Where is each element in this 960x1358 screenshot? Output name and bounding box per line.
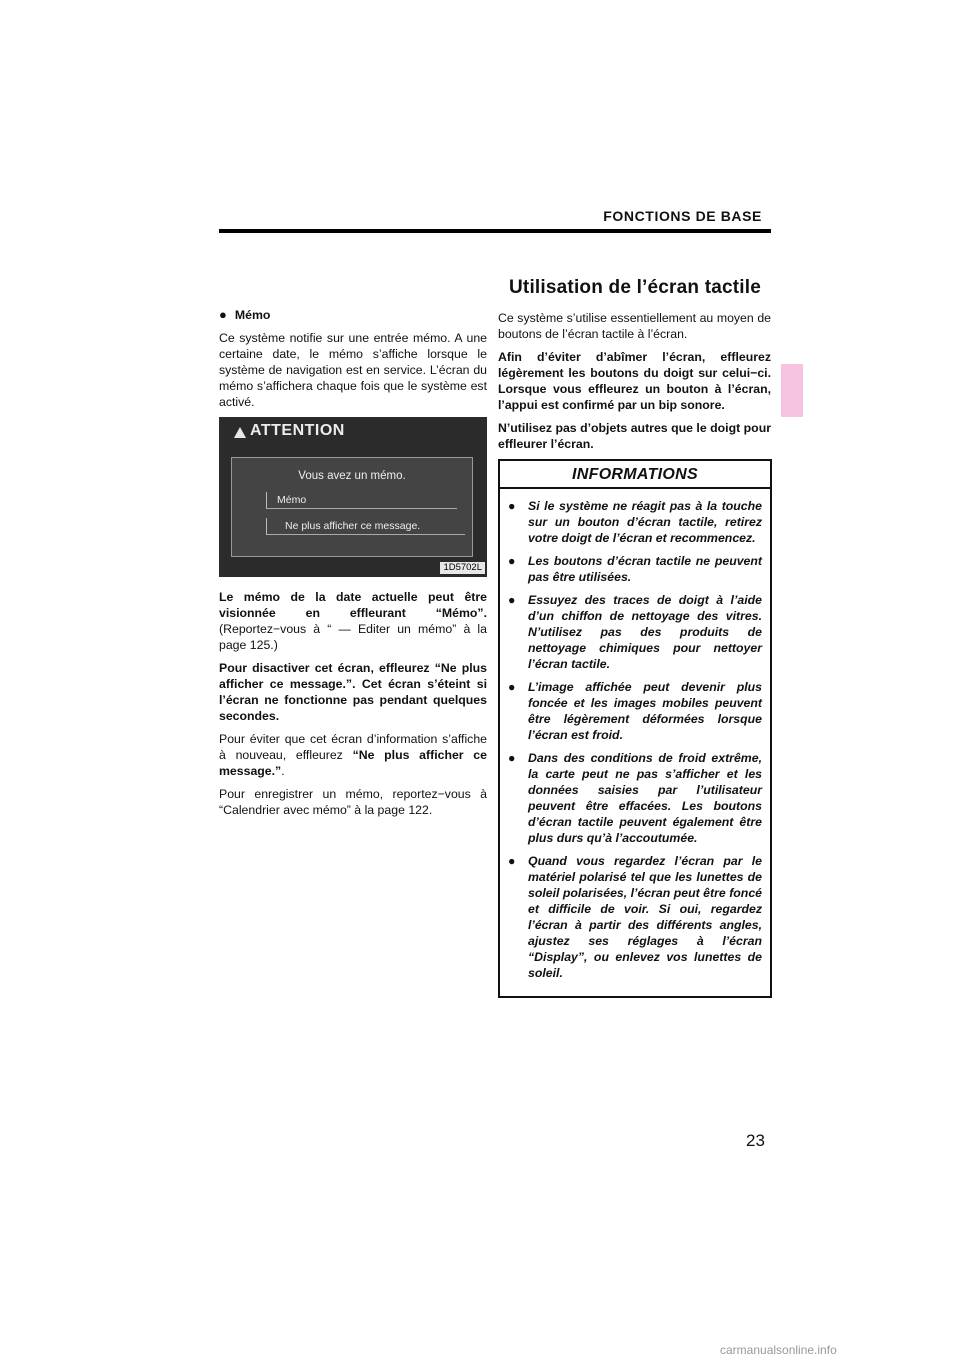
memo-view-bold: Le mémo de la date actuelle peut être visionnée en effleurant “Mémo”. [219, 590, 487, 620]
left-column [219, 307, 487, 825]
avoid-c: . [281, 764, 285, 778]
info-title: INFORMATIONS [500, 461, 770, 489]
bullet-icon: ● [508, 593, 516, 607]
memo-option-button[interactable]: Mémo [266, 492, 457, 509]
running-header: FONCTIONS DE BASE [603, 208, 762, 224]
avoid-a: Pour éviter que cet écran d’information s’affiche à nouveau, effleurez [219, 732, 487, 762]
page-number: 23 [746, 1131, 765, 1150]
info-item: ● Si le système ne réagit pas à la touche sur un bouton d’écran tactile, retirez votre doigt de l’écran et recommencez. [508, 499, 762, 545]
dismiss-option-button[interactable]: Ne plus afficher ce message. [266, 518, 465, 535]
section-title: Utilisation de l’écran tactile [509, 277, 762, 298]
info-item: ● L’image affichée peut devenir plus foncée et les images mobiles peuvent être légèrement déformées lorsque l’écran est froid. [508, 680, 762, 742]
avoid-b: “Ne plus afficher ce message.” [219, 748, 487, 778]
avoid-paragraph [219, 731, 487, 779]
watermark[interactable]: carmanualsonline.info [720, 1343, 837, 1357]
memo-view-ref: (Reportez−vous à “ — Editer un mémo” à la page 125.) [219, 622, 487, 652]
disable-paragraph: Pour disactiver cet écran, effleurez “Ne plus afficher ce message.”. Cet écran s’éteint si l’écran ne fonctionne pas pendant quelques secondes. [219, 661, 487, 723]
info-box [498, 459, 772, 998]
chapter-tab [781, 364, 803, 417]
bullet-icon: ● [219, 307, 227, 322]
warning-icon [234, 427, 246, 438]
image-code: 1D5702L [440, 562, 485, 574]
info-item: ● Quand vous regardez l’écran par le matériel polarisé tel que les lunettes de soleil polarisées, l’écran peut être foncé et difficile de voir. Si oui, regardez l’écran à partir des différents angles, ajustez ses réglages à l’écran “Display”, ou enlevez vos lunettes de soleil. [508, 854, 762, 980]
memo-view-paragraph [219, 589, 487, 653]
info-item: ● Les boutons d’écran tactile ne peuvent pas être utilisées. [508, 554, 762, 584]
right-column [498, 310, 771, 998]
screen-illustration [219, 417, 487, 577]
bullet-icon: ● [508, 751, 516, 765]
bullet-icon: ● [508, 554, 516, 568]
screen-message: Vous avez un mémo. [298, 470, 406, 482]
touch-intro: Ce système s’utilise essentiellement au moyen de boutons de l’écran tactile à l’écran. [498, 311, 771, 341]
memo-heading [219, 307, 487, 323]
bullet-icon: ● [508, 680, 516, 694]
memo-intro: Ce système notifie sur une entrée mémo. A une certaine date, le mémo s’affiche lorsque le système de navigation est en service. L’écran du mémo s’affichera chaque fois que le système est activé. [219, 331, 487, 409]
screen-header: ATTENTION [250, 422, 345, 439]
bullet-icon: ● [508, 854, 516, 868]
memo-heading-text: Mémo [234, 308, 271, 322]
header-rule [219, 229, 771, 233]
info-item: ● Dans des conditions de froid extrême, la carte peut ne pas s’afficher et les données saisies par l’utilisateur peuvent être effacées. Les boutons d’écran tactile peuvent également être plus durs qu’à l’accoutumée. [508, 751, 762, 845]
touch-care: Afin d’éviter d’abîmer l’écran, effleurez légèrement les boutons du doigt sur celui−ci. Lorsque vous effleurez un bouton à l’écran, l’appui est confirmé par un bip sonore. [498, 350, 771, 412]
info-list [500, 489, 770, 996]
touch-finger: N’utilisez pas d’objets autres que le doigt pour effleurer l’écran. [498, 421, 771, 451]
register-paragraph: Pour enregistrer un mémo, reportez−vous à “Calendrier avec mémo” à la page 122. [219, 787, 487, 817]
info-item: ● Essuyez des traces de doigt à l’aide d’un chiffon de nettoyage des vitres. N’utilisez pas des produits de nettoyage chimiques pour nettoyer l’écran tactile. [508, 593, 762, 671]
screen-panel [231, 457, 473, 557]
bullet-icon: ● [508, 499, 516, 513]
